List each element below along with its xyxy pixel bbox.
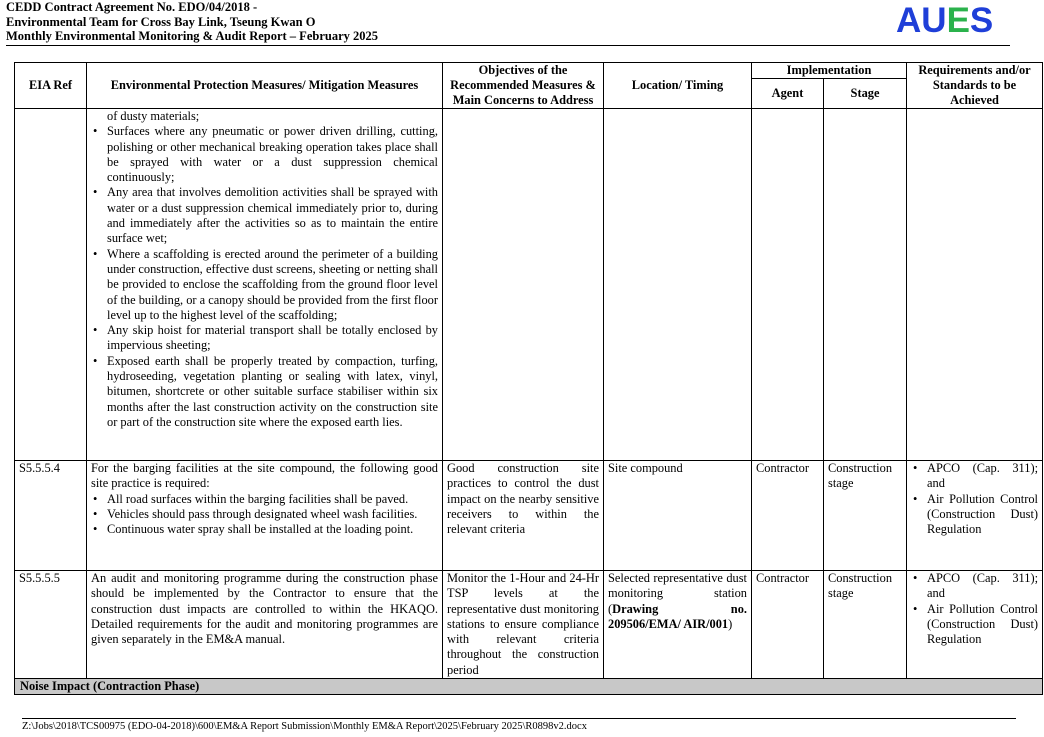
list-lead: of dusty materials;	[107, 109, 200, 123]
objective-cell: Monitor the 1-Hour and 24-Hr TSP levels at the representative dust monitoring stations to ensure compliance with relevant criteria throughout the construction period	[443, 571, 604, 679]
logo-letter-s: S	[969, 1, 994, 40]
measures-cell	[87, 109, 443, 461]
list-item: • APCO (Cap. 311); and	[927, 571, 1038, 602]
footer-rule	[22, 718, 1016, 719]
footer-file-path: Z:\Jobs\2018\TCS00975 (EDO-04-2018)\600\EM&A Report Submission\Monthly EM&A Report\2025\February 2025\R0898v2.docx	[22, 721, 587, 732]
agent-cell: Contractor	[752, 461, 824, 571]
logo-letter-a: A	[896, 1, 922, 40]
location-text: Selected representative dust monitoring station (	[608, 571, 747, 616]
table-row	[15, 461, 1043, 571]
col-objectives: Objectives of the Recommended Measures & Main Concerns to Address	[443, 63, 604, 109]
requirements-cell	[907, 571, 1043, 679]
document-header	[6, 0, 378, 44]
logo-letter-e: E	[946, 1, 970, 40]
eia-ref: S5.5.5.4	[15, 461, 87, 571]
list-item: • APCO (Cap. 311); and	[927, 461, 1038, 492]
header-line-2: Environmental Team for Cross Bay Link, Tseung Kwan O	[6, 14, 316, 29]
col-stage: Stage	[824, 79, 907, 109]
measures-cell: An audit and monitoring programme during the construction phase should be implemented by the Contractor to ensure that the construction dust impacts are controlled to within the HKAQO. Detailed requirements for the audit and monitoring programmes are given separately in the EM&A manual.	[87, 571, 443, 679]
stage-cell: Construction stage	[824, 571, 907, 679]
header-line-3: Monthly Environmental Monitoring & Audit Report – February 2025	[6, 29, 378, 43]
col-eia-ref: EIA Ref	[15, 63, 87, 109]
col-implementation: Implementation	[752, 63, 907, 79]
list-item: • Any area that involves demolition activities shall be sprayed with water or a dust suppression chemical immediately prior to, during and immediately after the activities so as to maintain the entire surface wet;	[107, 185, 438, 246]
list-item: • Continuous water spray shall be installed at the loading point.	[107, 522, 438, 537]
list-item: • Air Pollution Control (Construction Dust) Regulation	[927, 492, 1038, 538]
eia-ref: S5.5.5.5	[15, 571, 87, 679]
location-end: )	[728, 616, 733, 631]
stage-cell: Construction stage	[824, 461, 907, 571]
list-item: • Any skip hoist for material transport shall be totally enclosed by impervious sheeting;	[107, 323, 438, 354]
list-item: • All road surfaces within the barging facilities shall be paved.	[107, 492, 438, 507]
objective-cell: Good construction site practices to control the dust impact on the nearby sensitive receivers to within the relevant criteria	[443, 461, 604, 571]
list-item: • Vehicles should pass through designated wheel wash facilities.	[107, 507, 438, 522]
bullet-list	[91, 124, 438, 430]
location-cell: Site compound	[604, 461, 752, 571]
col-requirements: Requirements and/or Standards to be Achieved	[907, 63, 1043, 109]
section-heading: Noise Impact (Contraction Phase)	[15, 679, 1043, 695]
table-row	[15, 571, 1043, 679]
header-rule	[6, 45, 1010, 46]
bullet-list	[91, 492, 438, 538]
mitigation-measures-table	[14, 62, 1043, 695]
drawing-reference: Drawing no. 209506/EMA/ AIR/001	[608, 601, 747, 631]
table-row	[15, 109, 1043, 461]
location-cell	[604, 571, 752, 679]
measures-cell	[87, 461, 443, 571]
col-agent: Agent	[752, 79, 824, 109]
list-item: • Exposed earth shall be properly treated by compaction, turfing, hydroseeding, vegetation planting or sealing with latex, vinyl, bitumen, shortcrete or other suitable surface stabiliser within six months after the last construction activity on the construction site or part of the construction site where the exposed earth lies.	[107, 354, 438, 430]
list-item: • Surfaces where any pneumatic or power driven drilling, cutting, polishing or other mechanical breaking operation takes place shall be sprayed with water or a dust suppression chemical continuously;	[107, 124, 438, 185]
logo-letter-u: U	[921, 1, 947, 40]
bullet-list	[911, 461, 1038, 537]
agent-cell: Contractor	[752, 571, 824, 679]
col-location: Location/ Timing	[604, 63, 752, 109]
header-line-1: CEDD Contract Agreement No. EDO/04/2018 -	[6, 0, 258, 14]
measure-intro: For the barging facilities at the site compound, the following good site practice is required:	[91, 461, 438, 491]
section-row	[15, 679, 1043, 695]
aues-logo	[896, 2, 993, 40]
requirements-cell	[907, 461, 1043, 571]
list-item: • Air Pollution Control (Construction Dust) Regulation	[927, 602, 1038, 648]
bullet-list	[911, 571, 1038, 647]
list-item: • Where a scaffolding is erected around the perimeter of a building under construction, effective dust screens, sheeting or netting shall be provided to enclose the scaffolding from the ground floor level of the building, or a canopy should be provided from the first floor level up to the highest level of the scaffolding;	[107, 247, 438, 323]
col-measures: Environmental Protection Measures/ Mitigation Measures	[87, 63, 443, 109]
